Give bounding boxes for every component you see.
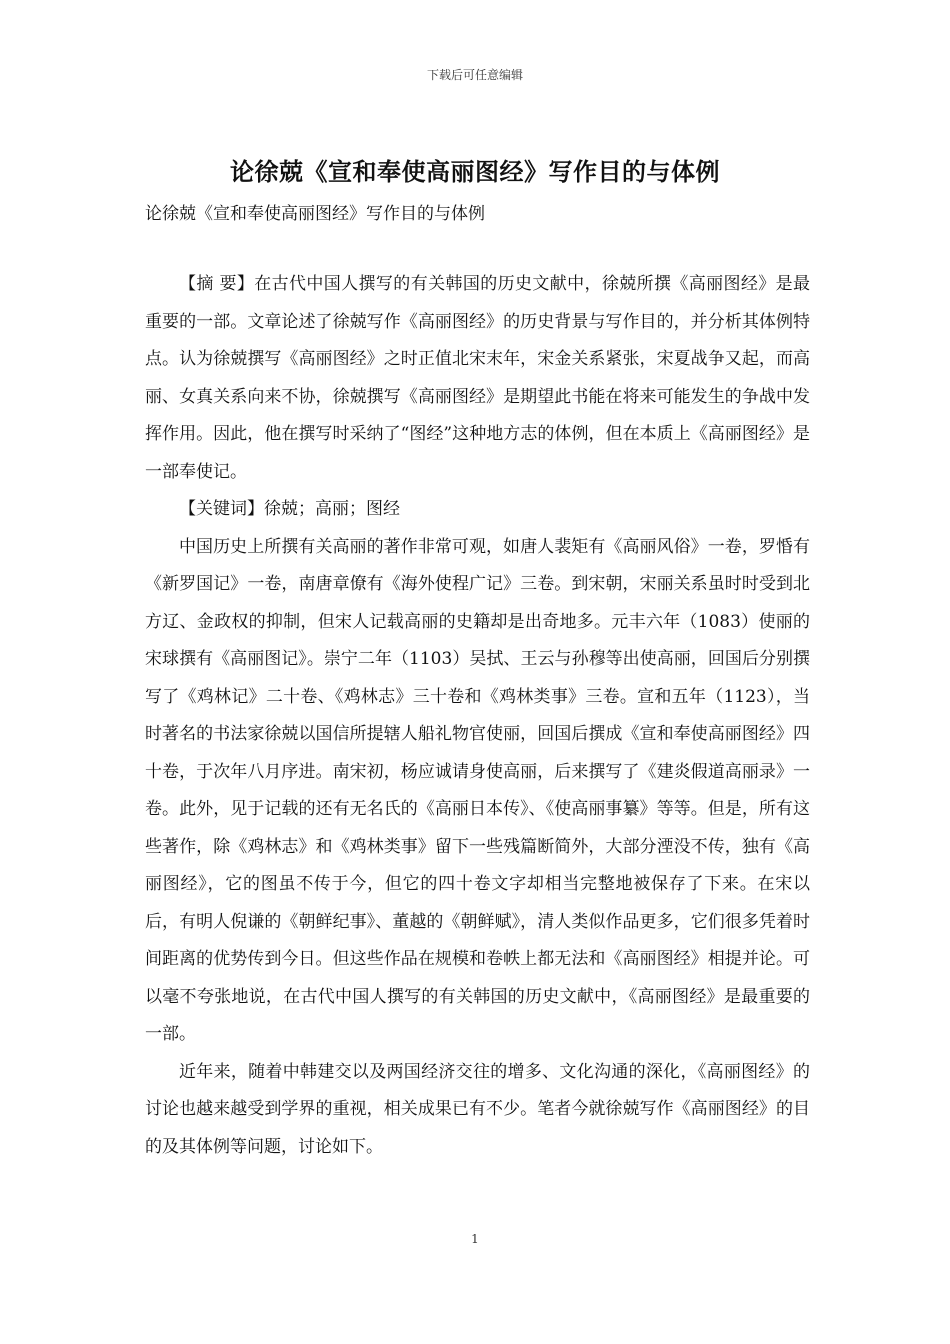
body-paragraph: 近年来，随着中韩建交以及两国经济交往的增多、文化沟通的深化，《高丽图经》的讨论也越来越受到学界的重视，相关成果已有不少。笔者今就徐兢写作《高丽图经》的目的及其体例等问题，讨论如下。 [145, 1061, 810, 1157]
keywords-paragraph: 【关键词】徐兢；高丽；图经 [179, 499, 400, 519]
body-paragraph: 中国历史上所撰有关高丽的著作非常可观，如唐人裴矩有《高丽风俗》一卷，罗惛有《新罗国记》一卷，南唐章僚有《海外使程广记》三卷。到宋朝，宋丽关系虽时时受到北方辽、金政权的抑制，但宋人记载高丽的史籍却是出奇地多。元丰六年（1083）使丽的宋球撰有《高丽图记》。崇宁二年（1103）吴拭、王云与孙穆等出使高丽，回国后分别撰写了《鸡林记》二十卷、《鸡林志》三十卷和《鸡林类事》三卷。宣和五年（1123），当时著名的书法家徐兢以国信所提辖人船礼物官使丽，回国后撰成《宣和奉使高丽图经》四十卷，于次年八月序进。南宋初，杨应诚请身使高丽，后来撰写了《建炎假道高丽录》一卷。此外，见于记载的还有无名氏的《高丽日本传》、《使高丽事纂》等等。但是，所有这些著作，除《鸡林志》和《鸡林类事》留下一些残篇断简外，大部分湮没不传，独有《高丽图经》，它的图虽不传于今，但它的四十卷文字却相当完整地被保存了下来。在宋以后，有明人倪谦的《朝鲜纪事》、董越的《朝鲜赋》，清人类似作品更多，它们很多凭着时间距离的优势传到今日。但这些作品在规模和卷帙上都无法和《高丽图经》相提并论。可以毫不夸张地说，在古代中国人撰写的有关韩国的历史文献中，《高丽图经》是最重要的一部。 [145, 536, 810, 1044]
page-number: 1 [471, 1232, 479, 1246]
body-text [145, 266, 810, 1166]
document-subtitle: 论徐兢《宣和奉使高丽图经》写作目的与体例 [145, 204, 485, 224]
abstract-paragraph: 【摘 要】在古代中国人撰写的有关韩国的历史文献中，徐兢所撰《高丽图经》是最重要的一部。文章论述了徐兢写作《高丽图经》的历史背景与写作目的，并分析其体例特点。认为徐兢撰写《高丽图经》之时正值北宋末年，宋金关系紧张，宋夏战争又起，而高丽、女真关系向来不协，徐兢撰写《高丽图经》是期望此书能在将来可能发生的争战中发挥作用。因此，他在撰写时采纳了“图经”这种地方志的体例，但在本质上《高丽图经》是一部奉使记。 [145, 274, 810, 482]
header-note: 下载后可任意编辑 [426, 68, 523, 82]
document-title: 论徐兢《宣和奉使高丽图经》写作目的与体例 [230, 158, 720, 186]
